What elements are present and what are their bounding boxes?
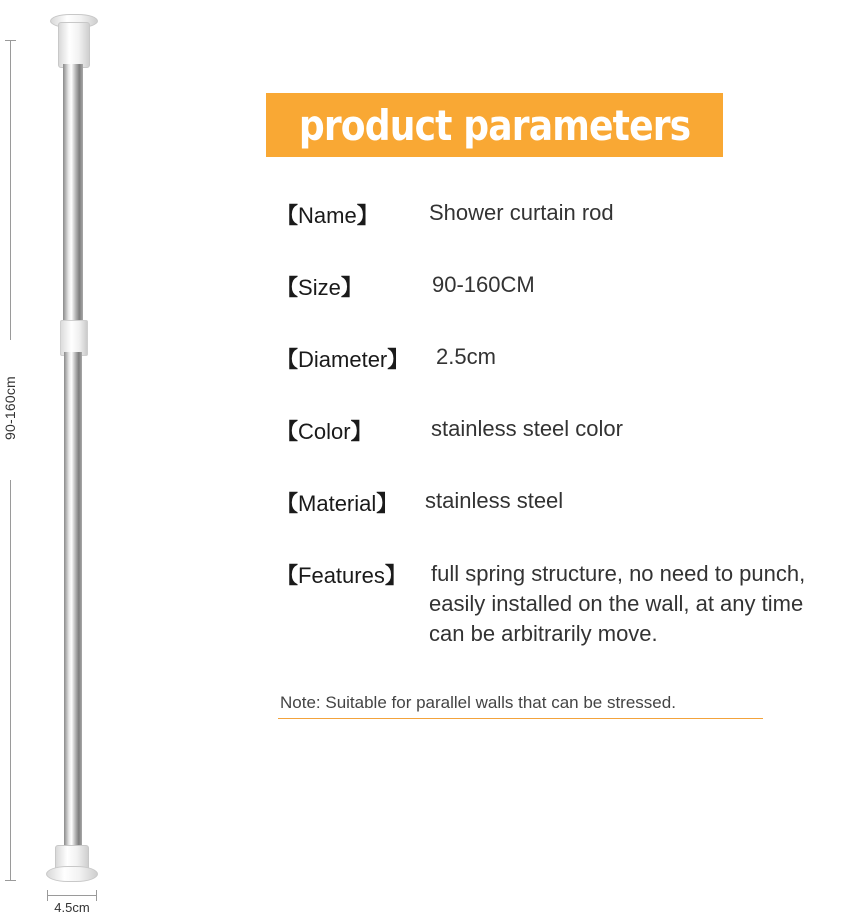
param-value-size: 90-160CM — [432, 272, 535, 297]
bracket-open: 【 — [276, 347, 299, 372]
param-label-color — [276, 415, 373, 446]
bracket-close: 】 — [340, 275, 363, 300]
param-features-text: Features — [298, 563, 385, 588]
param-value-features-line-3: can be arbitrarily move. — [429, 621, 658, 646]
note-underline — [278, 718, 763, 719]
param-label-material — [276, 487, 398, 518]
param-value-color: stainless steel color — [431, 416, 623, 441]
param-label-features — [276, 559, 407, 590]
rod-lower-tube — [64, 352, 82, 848]
param-value-features-line-1: full spring structure, no need to punch, — [431, 561, 806, 586]
bracket-close: 】 — [387, 347, 410, 372]
rod-middle-joint — [60, 320, 88, 356]
height-dimension-tick-bottom — [5, 880, 16, 881]
param-size-text: Size — [298, 275, 341, 300]
note-text: Note: Suitable for parallel walls that can be stressed. — [280, 693, 676, 712]
param-name-text: Name — [298, 203, 357, 228]
heading-banner — [266, 93, 723, 157]
rod-top-end-cap — [58, 22, 90, 68]
width-dimension-line — [47, 895, 97, 896]
bracket-open: 【 — [276, 563, 299, 588]
param-value-material: stainless steel — [425, 488, 564, 513]
page-title: product parameters — [298, 100, 691, 150]
param-label-diameter — [276, 343, 409, 374]
bracket-open: 【 — [276, 419, 299, 444]
param-color-text: Color — [298, 419, 351, 444]
bracket-close: 】 — [356, 203, 379, 228]
param-value-name: Shower curtain rod — [429, 200, 614, 225]
height-dimension-line-upper — [10, 40, 11, 340]
param-material-text: Material — [298, 491, 377, 516]
bracket-close: 】 — [376, 491, 399, 516]
bracket-open: 【 — [276, 275, 299, 300]
param-label-name — [276, 199, 379, 230]
param-label-size — [276, 271, 363, 302]
bracket-open: 【 — [276, 203, 299, 228]
param-diameter-text: Diameter — [298, 347, 388, 372]
bracket-close: 】 — [384, 563, 407, 588]
rod-bottom-end-pad — [46, 866, 98, 882]
product-image — [0, 0, 120, 916]
bracket-close: 】 — [350, 419, 373, 444]
width-dimension-label: 4.5cm — [54, 900, 90, 915]
height-dimension-line-lower — [10, 480, 11, 880]
param-value-diameter: 2.5cm — [436, 344, 496, 369]
height-dimension-label: 90-160cm — [2, 376, 18, 440]
rod-upper-tube — [63, 64, 83, 326]
bracket-open: 【 — [276, 491, 299, 516]
param-value-features-line-2: easily installed on the wall, at any time — [429, 591, 804, 616]
